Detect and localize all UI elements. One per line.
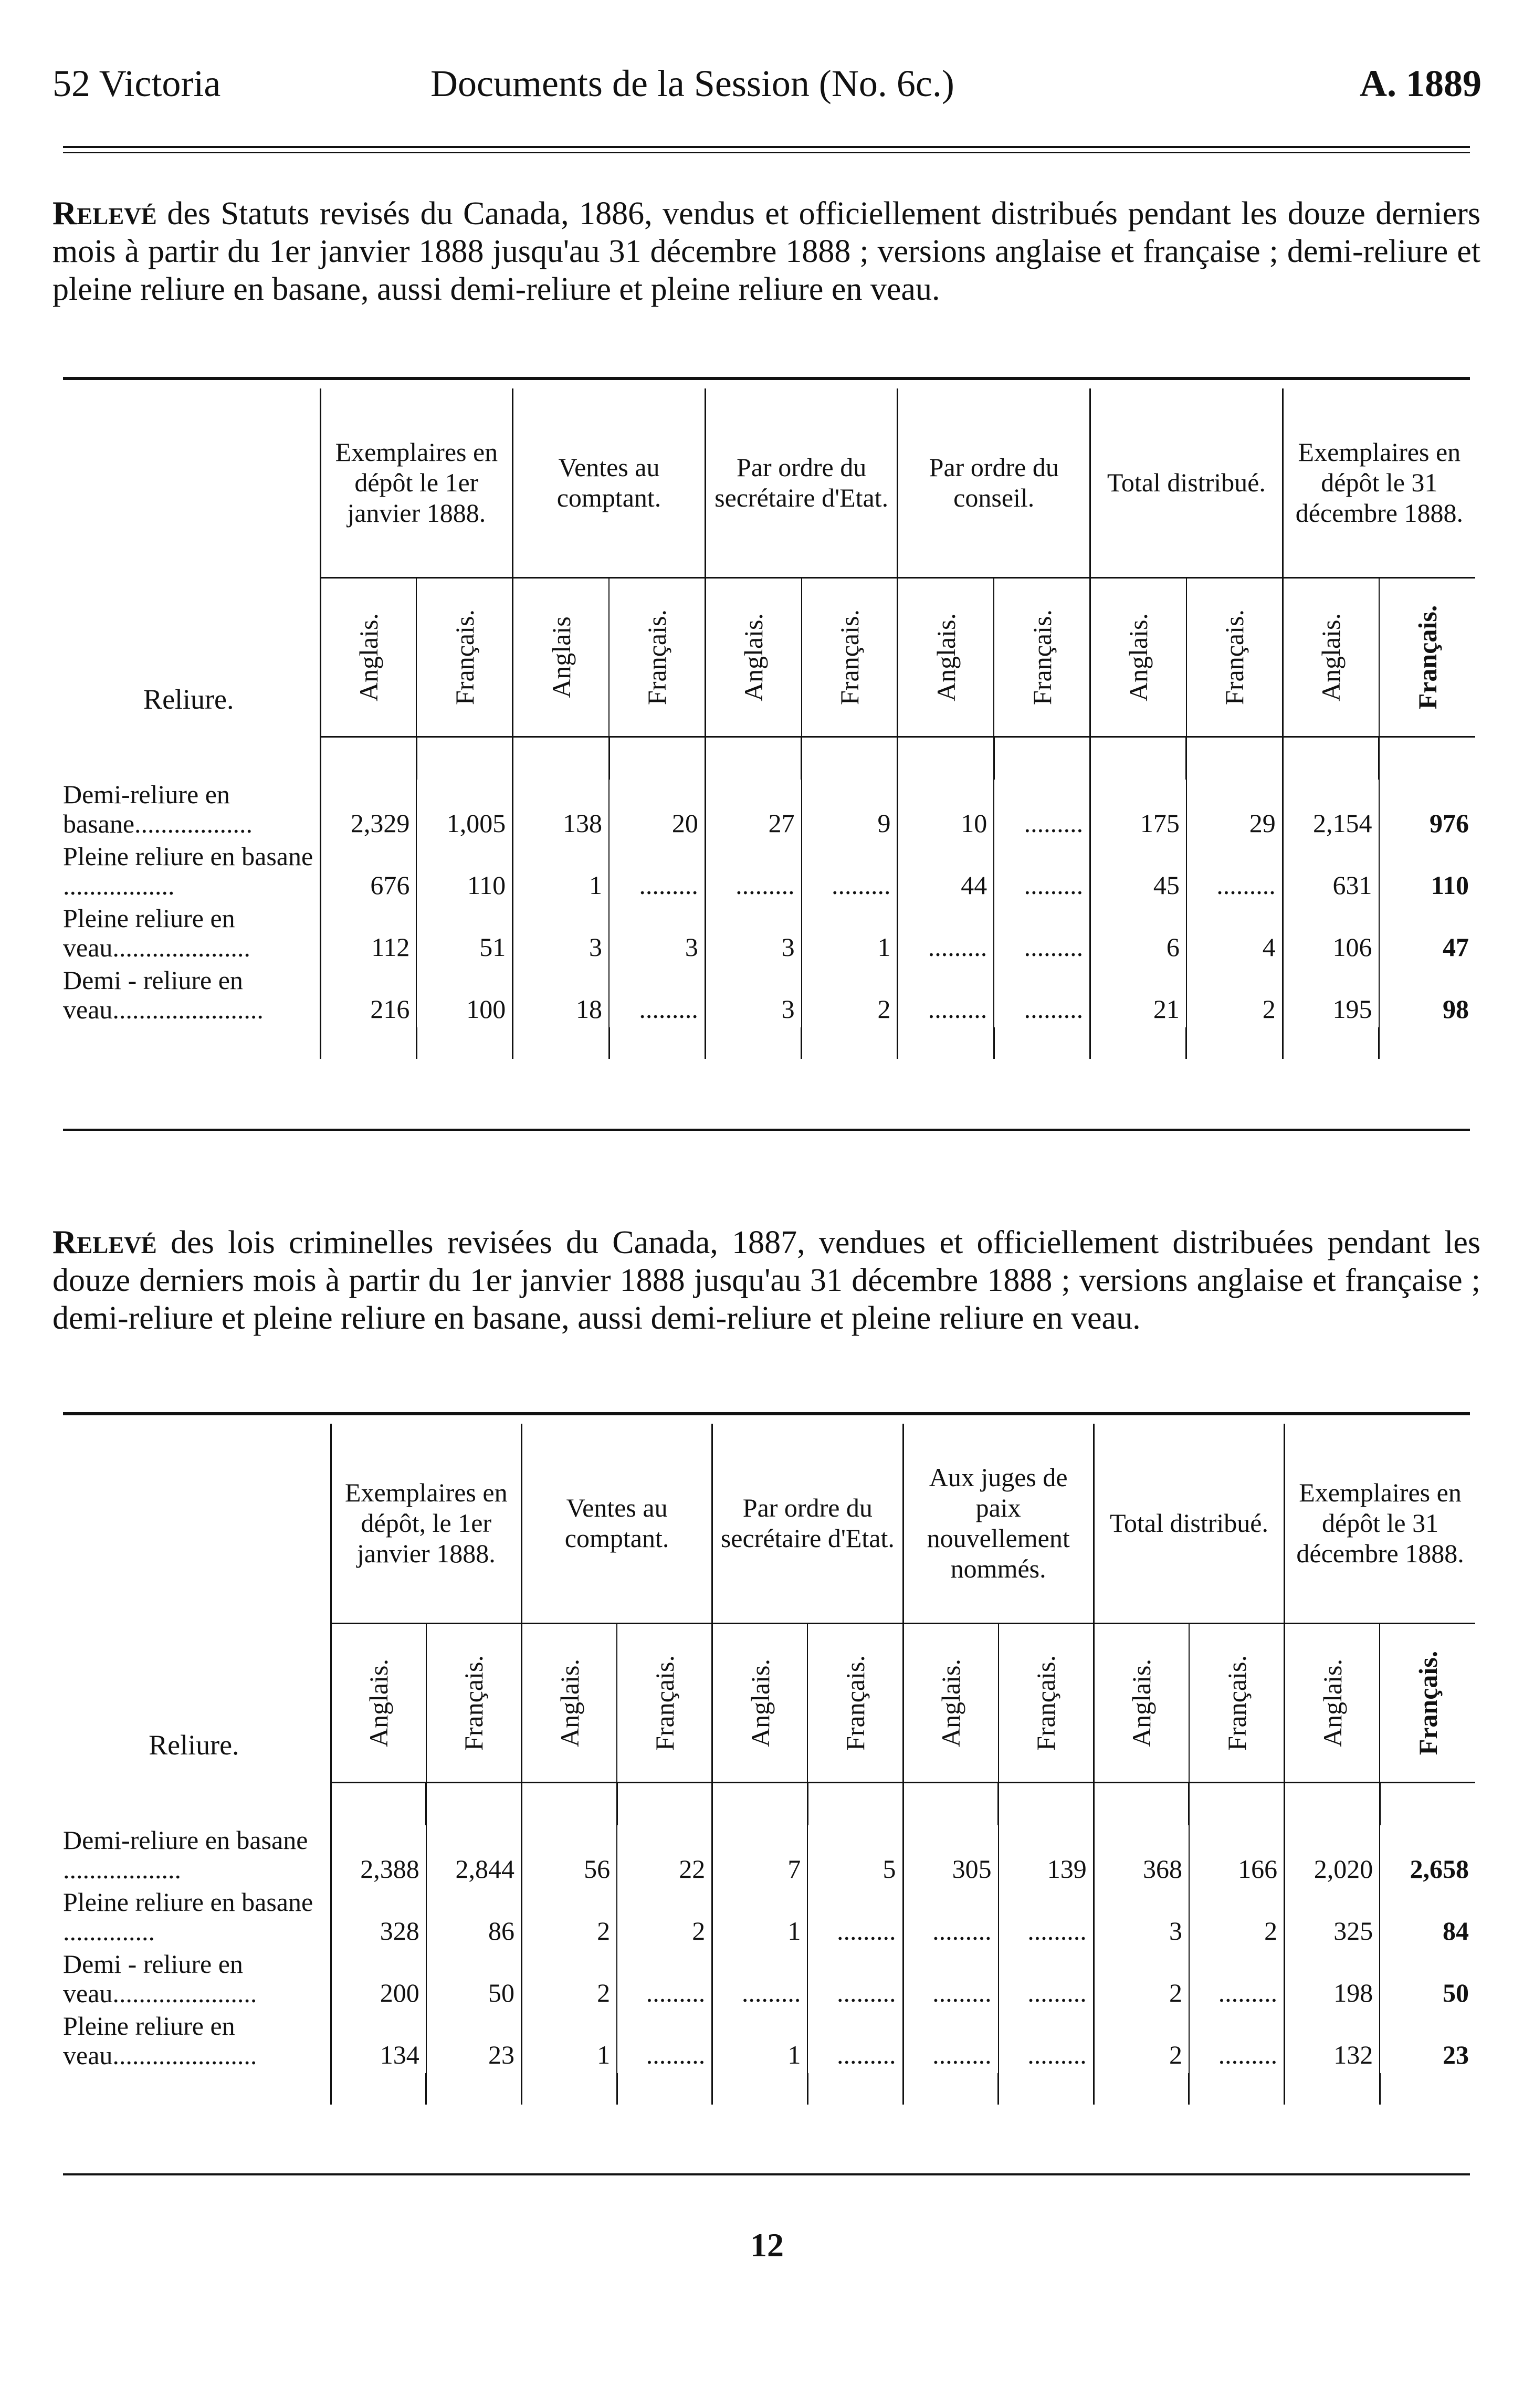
- table-cell: 200: [331, 1949, 426, 2011]
- table-cell: 4: [1186, 903, 1283, 965]
- table1-subheader: Français.: [609, 577, 705, 737]
- row-label: Demi-reliure en basane ..................: [58, 1825, 331, 1887]
- table-cell: 23: [426, 2011, 522, 2073]
- header-title: Documents de la Session (No. 6c.): [430, 62, 954, 104]
- table1-subheader: Français.: [416, 577, 512, 737]
- table2-subheader: Anglais.: [331, 1623, 426, 1782]
- table-cell: .........: [994, 965, 1090, 1027]
- table-cell: .........: [903, 2011, 999, 2073]
- table-row: [58, 965, 1475, 1027]
- table-cell: .........: [807, 1887, 903, 1949]
- table-cell: 2,154: [1283, 780, 1379, 842]
- table-row: [58, 1825, 1475, 1887]
- table1-subheader: Français.: [802, 577, 898, 737]
- table-cell: 2,658: [1410, 1854, 1469, 1884]
- table2-group-header: Exemplaires en dépôt le 31 décembre 1888.: [1285, 1424, 1475, 1623]
- table1-subheader: Anglais.: [320, 577, 416, 737]
- table-row: [58, 1887, 1475, 1949]
- table-cell: 2: [521, 1949, 617, 2011]
- table1-bottom-rule: [63, 1129, 1470, 1131]
- table2-group-header: Exemplaires en dépôt, le 1er janvier 1888.: [331, 1424, 521, 1623]
- table-cell: .........: [617, 2011, 712, 2073]
- table-cell: 3: [705, 903, 801, 965]
- table2-group-header: Par ordre du secrétaire d'Etat.: [712, 1424, 903, 1623]
- table-cell: 328: [331, 1887, 426, 1949]
- page-header: [52, 62, 1482, 109]
- table-cell: .........: [994, 780, 1090, 842]
- table-cell: 2,329: [320, 780, 416, 842]
- table-cell: 6: [1090, 903, 1186, 965]
- table-cell: 1,005: [416, 780, 512, 842]
- table1-group-header: Total distribué.: [1090, 388, 1283, 577]
- table-cell: 20: [609, 780, 705, 842]
- section2-lead: Relevé: [52, 1223, 157, 1260]
- table2-body: [58, 1825, 1475, 2073]
- table1-group-header: Exemplaires en dépôt le 31 décembre 1888.: [1283, 388, 1475, 577]
- table1-subheader: Anglais: [513, 577, 609, 737]
- table-cell: 2: [1094, 1949, 1189, 2011]
- table-cell: 139: [999, 1825, 1094, 1887]
- table-cell: 100: [416, 965, 512, 1027]
- header-session: 52 Victoria: [52, 62, 221, 104]
- table-row: [58, 903, 1475, 965]
- table-cell: .........: [712, 1949, 808, 2011]
- table-cell: 2,020: [1285, 1825, 1380, 1887]
- table-cell: .........: [999, 2011, 1094, 2073]
- table-cell: 47: [1443, 932, 1469, 962]
- table-cell: 112: [320, 903, 416, 965]
- table-cell: 134: [331, 2011, 426, 2073]
- table-cell: 50: [426, 1949, 522, 2011]
- table-cell: .........: [999, 1887, 1094, 1949]
- row-label: Pleine reliure en basane ..............: [58, 1887, 331, 1949]
- table-cell: 44: [898, 842, 994, 903]
- table1-subheader: Anglais.: [898, 577, 994, 737]
- table-cell: 98: [1443, 994, 1469, 1024]
- table-cell: 3: [705, 965, 801, 1027]
- table-cell: 1: [712, 1887, 808, 1949]
- table2-subheader: Français.: [617, 1623, 712, 1782]
- table-cell: 9: [802, 780, 898, 842]
- row-label: Demi - reliure en veau......................: [58, 1949, 331, 2011]
- table-row: [58, 2011, 1475, 2073]
- table-cell: .........: [1189, 1949, 1285, 2011]
- section2-text: des lois criminelles revisées du Canada, 1887, vendues et officiellement distribuées pendant les douze derniers mois à partir du 1er janvier 1888 jusqu'au 31 décembre 1888 ; versions anglaise et française ; demi-reliure et pleine reliure en basane, aussi demi-reliure et pleine reliure en veau.: [52, 1225, 1480, 1336]
- table-cell: 2: [617, 1887, 712, 1949]
- row-label: Pleine reliure en veau.....................: [58, 903, 320, 965]
- section1-intro: [52, 194, 1480, 308]
- header-rule-thin: [63, 152, 1470, 153]
- table-cell: .........: [802, 842, 898, 903]
- table-cell: 29: [1186, 780, 1283, 842]
- page-number: 12: [750, 2226, 784, 2264]
- table-cell: 10: [898, 780, 994, 842]
- table-cell: .........: [807, 2011, 903, 2073]
- table-cell: 976: [1430, 808, 1469, 838]
- header-year: A. 1889: [1360, 62, 1482, 104]
- table2-subheader: Français.: [1380, 1623, 1475, 1782]
- table-cell: 86: [426, 1887, 522, 1949]
- table-cell: .........: [903, 1887, 999, 1949]
- table-cell: 7: [712, 1825, 808, 1887]
- section1-text: des Statuts revisés du Canada, 1886, vendus et officiellement distribués pendant les douze derniers mois à partir du 1er janvier 1888 jusqu'au 31 décembre 1888 ; versions anglaise et française ; demi-reliure et pleine reliure en basane, aussi demi-reliure et pleine reliure en veau.: [52, 196, 1480, 307]
- table1-subheader: Français.: [994, 577, 1090, 737]
- table1-subheader: Anglais.: [705, 577, 801, 737]
- table1-subheader: Français.: [1379, 577, 1475, 737]
- row-label: Demi-reliure en basane..................: [58, 780, 320, 842]
- table-cell: 132: [1285, 2011, 1380, 2073]
- row-label: Pleine reliure en basane .................: [58, 842, 320, 903]
- table2-bottom-rule: [63, 2173, 1470, 2175]
- table-cell: 110: [1431, 870, 1469, 900]
- table2-top-rule: [63, 1412, 1470, 1415]
- table-cell: 45: [1090, 842, 1186, 903]
- table-cell: .........: [807, 1949, 903, 2011]
- table-cell: 195: [1283, 965, 1379, 1027]
- table-cell: 5: [807, 1825, 903, 1887]
- table-cell: 56: [521, 1825, 617, 1887]
- table-cell: .........: [898, 965, 994, 1027]
- table-cell: 1: [712, 2011, 808, 2073]
- table-cell: .........: [609, 842, 705, 903]
- table2-subheader: Français.: [999, 1623, 1094, 1782]
- row-label: Pleine reliure en veau......................: [58, 2011, 331, 2073]
- table-cell: .........: [609, 965, 705, 1027]
- table-cell: 138: [513, 780, 609, 842]
- table-cell: 198: [1285, 1949, 1380, 2011]
- table1-subheader: Anglais.: [1283, 577, 1379, 737]
- table1-group-header: Exemplaires en dépôt le 1er janvier 1888.: [320, 388, 513, 577]
- table-cell: 676: [320, 842, 416, 903]
- table2-subheader: Français.: [1189, 1623, 1285, 1782]
- table-cell: .........: [617, 1949, 712, 2011]
- table2-subheader: Anglais.: [903, 1623, 999, 1782]
- table-cell: 631: [1283, 842, 1379, 903]
- table2-subheader: Français.: [807, 1623, 903, 1782]
- table1-top-rule: [63, 377, 1470, 380]
- table-cell: 2: [802, 965, 898, 1027]
- table-cell: .........: [705, 842, 801, 903]
- table-row: [58, 1949, 1475, 2011]
- table1-group-header: Par ordre du secrétaire d'Etat.: [705, 388, 898, 577]
- table1-group-header: Ventes au comptant.: [513, 388, 706, 577]
- table2-group-header: Ventes au comptant.: [521, 1424, 712, 1623]
- table-cell: 50: [1443, 1978, 1469, 2007]
- table-cell: 110: [416, 842, 512, 903]
- table-cell: 106: [1283, 903, 1379, 965]
- table-cell: 3: [513, 903, 609, 965]
- table-cell: 175: [1090, 780, 1186, 842]
- table-cell: 2: [1186, 965, 1283, 1027]
- table-cell: 51: [416, 903, 512, 965]
- table-cell: 2,388: [331, 1825, 426, 1887]
- table-cell: 2: [1189, 1887, 1285, 1949]
- table-cell: .........: [1189, 2011, 1285, 2073]
- table1-reliure-header: Reliure.: [58, 388, 320, 737]
- table-cell: 21: [1090, 965, 1186, 1027]
- table-cell: 22: [617, 1825, 712, 1887]
- table-cell: 3: [1094, 1887, 1189, 1949]
- table2-group-header: Aux juges de paix nouvellement nommés.: [903, 1424, 1094, 1623]
- table1-subheader: Anglais.: [1090, 577, 1186, 737]
- table2-reliure-header: Reliure.: [58, 1424, 331, 1782]
- table-row: [58, 842, 1475, 903]
- table-cell: 84: [1443, 1916, 1469, 1946]
- table-row: [58, 780, 1475, 842]
- table1-group-header: Par ordre du conseil.: [898, 388, 1090, 577]
- table1-subheader: Français.: [1186, 577, 1283, 737]
- table-cell: 23: [1443, 2039, 1469, 2069]
- section1-lead: Relevé: [52, 194, 157, 232]
- table-cell: 368: [1094, 1825, 1189, 1887]
- table2-group-header: Total distribué.: [1094, 1424, 1284, 1623]
- section2-intro: [52, 1223, 1480, 1337]
- table-cell: 1: [802, 903, 898, 965]
- table1-body: [58, 780, 1475, 1027]
- table-cell: 18: [513, 965, 609, 1027]
- table-cell: .........: [994, 903, 1090, 965]
- table-cell: 27: [705, 780, 801, 842]
- table-cell: .........: [1186, 842, 1283, 903]
- table-cell: 166: [1189, 1825, 1285, 1887]
- table-cell: 305: [903, 1825, 999, 1887]
- header-rule: [63, 146, 1470, 148]
- table2-subheader: Anglais.: [1285, 1623, 1380, 1782]
- table2-subheader: Français.: [426, 1623, 522, 1782]
- table2: [58, 1424, 1475, 2105]
- table-cell: 3: [609, 903, 705, 965]
- table2-subheader: Anglais.: [521, 1623, 617, 1782]
- table-cell: 1: [513, 842, 609, 903]
- table-cell: 325: [1285, 1887, 1380, 1949]
- table-cell: .........: [898, 903, 994, 965]
- table-cell: 2,844: [426, 1825, 522, 1887]
- row-label: Demi - reliure en veau.......................: [58, 965, 320, 1027]
- table2-subheader: Anglais.: [712, 1623, 808, 1782]
- table-cell: .........: [903, 1949, 999, 2011]
- table-cell: .........: [999, 1949, 1094, 2011]
- table-cell: 216: [320, 965, 416, 1027]
- table-cell: 2: [521, 1887, 617, 1949]
- table-cell: 2: [1094, 2011, 1189, 2073]
- table-cell: 1: [521, 2011, 617, 2073]
- table1: [58, 388, 1475, 1059]
- table2-subheader: Anglais.: [1094, 1623, 1189, 1782]
- table-cell: .........: [994, 842, 1090, 903]
